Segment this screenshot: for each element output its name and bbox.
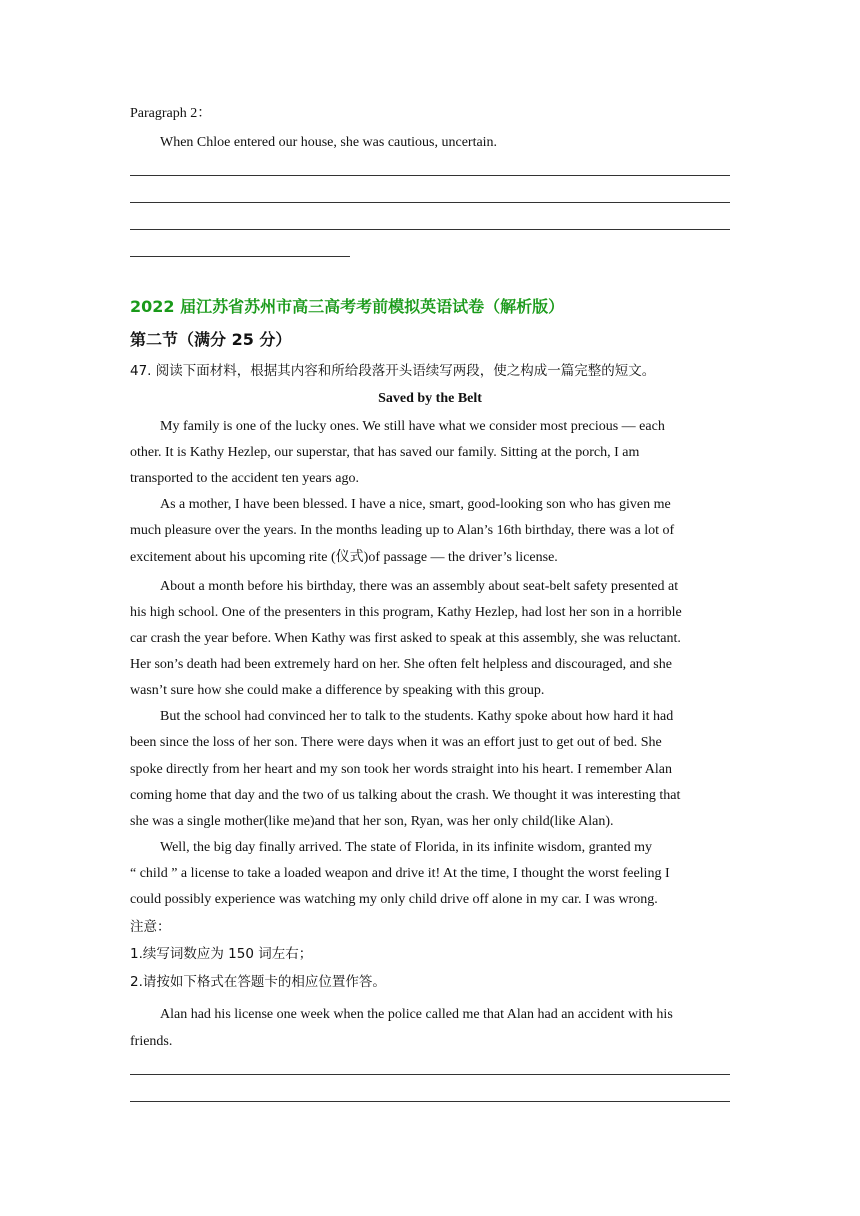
story-line: As a mother, I have been blessed. I have a nice, smart, good-looking son who has given me [160, 497, 671, 512]
answer-line [130, 175, 730, 176]
story-line: excitement about his upcoming rite (仪式)of passage — the driver’s license. [130, 550, 558, 565]
story-line: car crash the year before. When Kathy was first asked to speak at this assembly, she was reluctant. [130, 631, 681, 646]
story-line: spoke directly from her heart and my son took her words straight into his heart. I remember Alan [130, 762, 672, 777]
story-line: much pleasure over the years. In the months leading up to Alan’s 16th birthday, there was a lot of [130, 523, 675, 538]
answer-line [130, 202, 730, 203]
exam-title: 2022 届江苏省苏州市高三高考考前模拟英语试卷（解析版） [130, 297, 565, 316]
story-line: But the school had convinced her to talk to the students. Kathy spoke about how hard it had [160, 709, 674, 724]
story-line: could possibly experience was watching my only child drive off alone in my car. I was wrong. [130, 892, 658, 907]
question-instruction: 47. 阅读下面材料，根据其内容和所给段落开头语续写两段，使之构成一篇完整的短文。 [130, 363, 656, 379]
answer-line [130, 1074, 730, 1075]
answer-opening-cont: friends. [130, 1034, 173, 1049]
story-line: other. It is Kathy Hezlep, our superstar, that has saved our family. Sitting at the porch, I am [130, 445, 640, 460]
answer-opening: Alan had his license one week when the police called me that Alan had an accident with his [160, 1007, 673, 1022]
note-item: 1.续写词数应为 150 词左右； [130, 946, 313, 962]
section-heading: 第二节（满分 25 分） [130, 330, 292, 349]
story-line: she was a single mother(like me)and that her son, Ryan, was her only child(like Alan). [130, 814, 614, 829]
story-line: Her son’s death had been extremely hard on her. She often felt helpless and discouraged, and she [130, 657, 672, 672]
answer-line [130, 1101, 730, 1102]
paragraph-label: Paragraph 2： [130, 106, 212, 121]
story-line: his high school. One of the presenters in this program, Kathy Hezlep, had lost her son in a horrible [130, 605, 682, 620]
story-line: About a month before his birthday, there was an assembly about seat-belt safety presented at [160, 579, 679, 594]
answer-line [130, 229, 730, 230]
story-line: Well, the big day finally arrived. The state of Florida, in its infinite wisdom, granted my [160, 840, 653, 855]
story-title: Saved by the Belt [378, 391, 482, 406]
story-line: transported to the accident ten years ago. [130, 471, 359, 486]
story-line: wasn’t sure how she could make a difference by speaking with this group. [130, 683, 545, 698]
notes-label: 注意： [130, 919, 171, 935]
answer-line [130, 256, 350, 257]
story-line: My family is one of the lucky ones. We still have what we consider most precious — each [160, 419, 665, 434]
story-line: coming home that day and the two of us talking about the crash. We thought it was interesting that [130, 788, 681, 803]
note-item: 2.请按如下格式在答题卡的相应位置作答。 [130, 974, 386, 990]
story-line: “ child ” a license to take a loaded weapon and drive it! At the time, I thought the worst feeling I [130, 866, 670, 881]
story-line: been since the loss of her son. There were days when it was an effort just to get out of bed. She [130, 735, 662, 750]
paragraph-opening: When Chloe entered our house, she was cautious, uncertain. [160, 135, 498, 150]
